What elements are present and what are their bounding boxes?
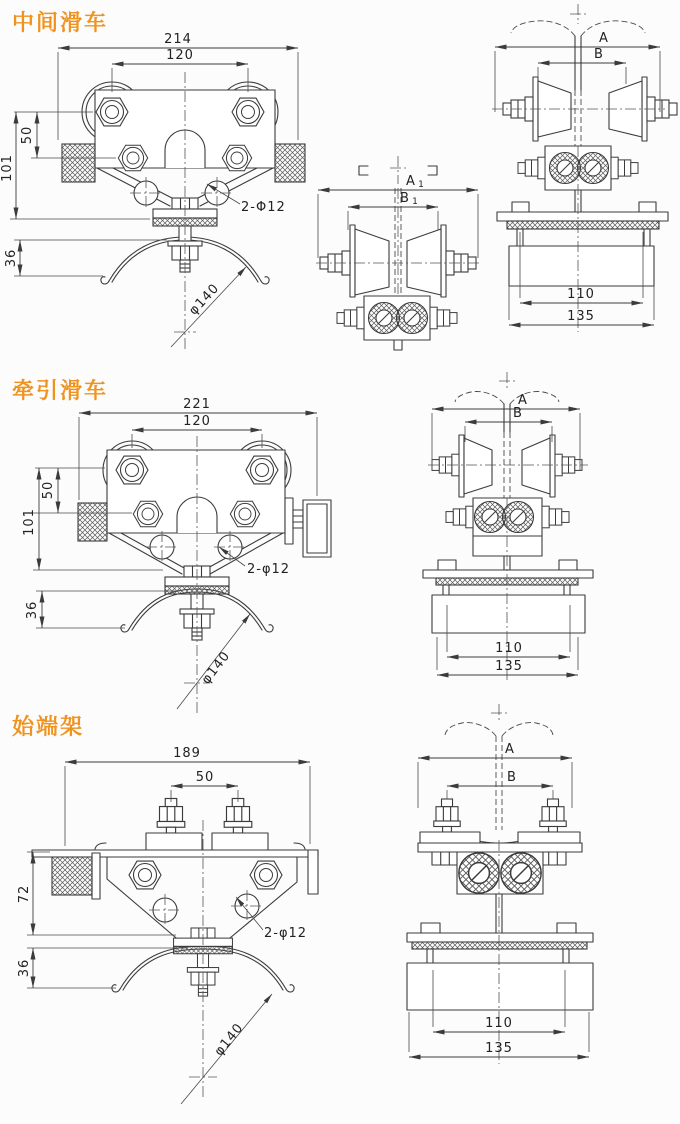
dim-bolt-spacing: 110 (495, 641, 523, 656)
clamp-block-right (212, 833, 268, 850)
dim-holes: 2-φ12 (247, 562, 291, 577)
mount-plate (497, 212, 668, 221)
section-title-traction-trolley: 牵引滑车 (12, 379, 109, 404)
dim-box-width: 135 (495, 659, 523, 674)
guide-roller (550, 153, 581, 184)
wheel-profile-right (407, 229, 441, 295)
dim-b: B (594, 47, 604, 62)
end-flange (308, 850, 318, 894)
dim-box-width: 135 (567, 309, 595, 324)
clamp-block-left (146, 833, 202, 850)
front-view (0, 32, 305, 352)
knurled-knob-left (52, 857, 92, 895)
wheel-profile-right (522, 438, 550, 494)
dim-overall-width: 214 (164, 32, 192, 47)
dim-b: B (507, 770, 517, 785)
dim-saddle-diameter: φ140 (186, 280, 223, 319)
beam-flange-right (581, 21, 645, 36)
frame-plate (418, 843, 582, 852)
dim-bolt-spacing: 110 (567, 287, 595, 302)
dim-bolt-spacing: 50 (195, 770, 215, 785)
dim-height: 101 (0, 154, 15, 182)
dim-wheel-spacing: 120 (183, 414, 211, 429)
dim-a1-sub: 1 (418, 180, 424, 190)
dim-36: 36 (17, 958, 32, 978)
guide-roller (459, 853, 499, 893)
front-view (22, 397, 331, 714)
dim-a: A (505, 742, 515, 757)
dim-50: 50 (20, 125, 35, 145)
beam-flange-left (455, 392, 504, 405)
clamp-bolt (434, 799, 460, 832)
beam-flange-right (502, 723, 553, 736)
clamp-plate-right (518, 832, 580, 843)
knurled-knob-left (78, 503, 107, 541)
guide-roller (397, 303, 428, 334)
dim-a: A (518, 393, 528, 408)
dim-bolt-spacing: 110 (485, 1016, 513, 1031)
dim-b1: B (400, 191, 410, 206)
guide-roller (475, 502, 506, 533)
mount-plate (423, 570, 593, 578)
wheel-profile-left (464, 438, 492, 494)
drawing-middle-trolley (0, 0, 680, 370)
cut-mark-left (95, 843, 106, 849)
front-view (17, 746, 318, 1104)
knurled-knob-left (62, 144, 95, 182)
side-view (407, 704, 593, 1064)
guide-roller (369, 303, 400, 334)
clamp-bolt (157, 799, 185, 834)
dim-a1: A (406, 174, 416, 189)
dim-saddle-diameter: φ140 (198, 648, 234, 688)
cut-mark-right (428, 166, 437, 175)
dim-36: 36 (4, 248, 19, 268)
section-title-middle-trolley: 中间滑车 (12, 11, 109, 36)
gasket (507, 221, 659, 229)
dim-wheel-spacing: 120 (166, 48, 194, 63)
dim-b1-sub: 1 (412, 197, 418, 207)
dim-height: 101 (22, 508, 37, 536)
cut-mark-left (359, 166, 368, 175)
clamp-plate-left (420, 832, 480, 843)
section-view (316, 156, 480, 350)
tow-bracket-plate (285, 498, 293, 544)
dim-b: B (513, 406, 523, 421)
top-bar (32, 850, 318, 857)
dim-36: 36 (25, 600, 40, 620)
guide-roller (578, 153, 609, 184)
gasket (412, 942, 587, 949)
clamp-bolt (224, 799, 252, 834)
junction-box (432, 595, 585, 633)
dim-saddle-diameter: φ140 (211, 1020, 247, 1060)
beam-flange-left (511, 21, 575, 36)
dim-50: 50 (41, 480, 56, 500)
dim-box-width: 135 (485, 1041, 513, 1056)
dim-height: 72 (17, 884, 32, 904)
beam-flange-left (445, 723, 496, 736)
section-title-end-frame: 始端架 (12, 715, 85, 740)
guide-roller (501, 853, 541, 893)
knurled-knob-right (275, 144, 305, 182)
clamp-bolt (540, 799, 566, 832)
mount-plate (407, 933, 593, 942)
dim-holes: 2-Φ12 (241, 200, 286, 215)
side-view (423, 372, 593, 682)
drawing-end-frame (0, 700, 680, 1124)
dim-overall-width: 189 (173, 746, 201, 761)
wheel-profile-left (355, 229, 389, 295)
dim-holes: 2-φ12 (264, 926, 308, 941)
dim-a: A (599, 31, 609, 46)
side-view (492, 4, 677, 332)
junction-box (509, 246, 654, 286)
drawing-traction-trolley (0, 370, 680, 720)
cut-mark-right (294, 843, 305, 849)
dim-overall-width: 221 (183, 397, 211, 412)
